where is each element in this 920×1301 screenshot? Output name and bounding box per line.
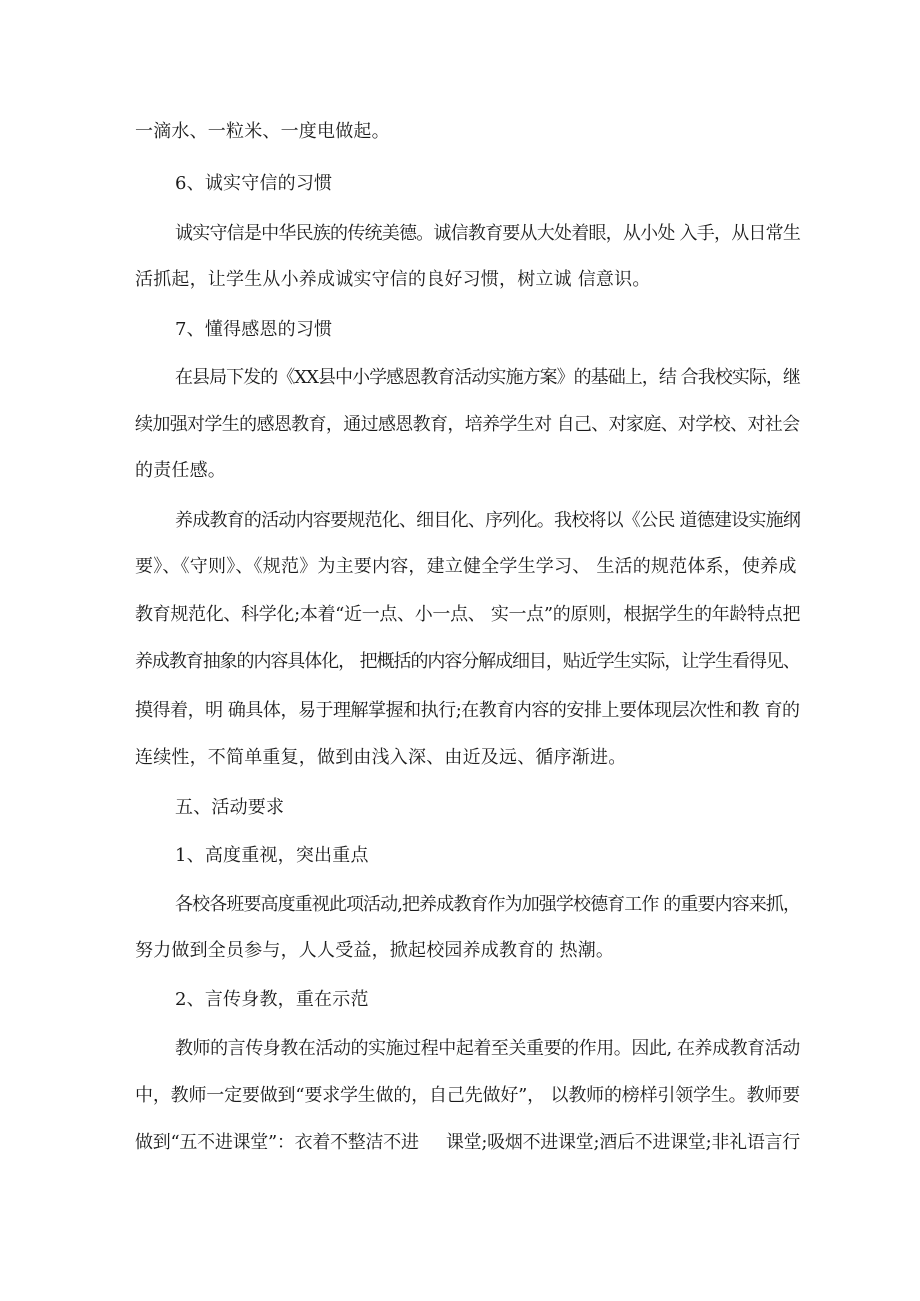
text-line: 续加强对学生的感恩教育，通过感恩教育，培养学生对 自己、对家庭、对学校、对社会	[135, 414, 800, 435]
section-heading: 五、活动要求	[175, 797, 285, 818]
text-line: 各校各班要高度重视此项活动,把养成教育作为加强学校德育工作 的重要内容来抓，	[175, 894, 801, 915]
text-line: 摸得着，明 确具体，易于理解掌握和执行;在教育内容的安排上要体现层次性和教 育的	[135, 700, 800, 721]
subsection-heading: 1、高度重视，突出重点	[175, 845, 369, 866]
text-line: 连续性，不简单重复，做到由浅入深、由近及远、循序渐进。	[135, 747, 627, 768]
text-line: 诚实守信是中华民族的传统美德。诚信教育要从大处着眼，从小处 入手，从日常生	[175, 223, 801, 244]
text-line: 努力做到全员参与，人人受益，掀起校园养成教育的 热潮。	[135, 940, 615, 961]
text-line: 做到“五不进课堂”：衣着不整洁不进 课堂;吸烟不进课堂;酒后不进课堂;非礼语言行	[135, 1132, 801, 1153]
subsection-heading: 2、言传身教，重在示范	[175, 989, 369, 1010]
section-heading: 6、诚实守信的习惯	[175, 173, 333, 194]
text-line: 教师的言传身教在活动的实施过程中起着至关重要的作用。因此, 在养成教育活动	[175, 1038, 800, 1059]
text-line: 养成教育的活动内容要规范化、细目化、序列化。我校将以《公民 道德建设实施纲	[175, 510, 801, 531]
text-line: 中，教师一定要做到“要求学生做的，自己先做好”， 以教师的榜样引领学生。教师要	[135, 1085, 800, 1106]
text-line: 的责任感。	[135, 460, 226, 481]
text-line: 活抓起，让学生从小养成诚实守信的良好习惯，树立诚 信意识。	[135, 269, 651, 290]
section-heading: 7、懂得感恩的习惯	[175, 319, 333, 340]
text-line: 要》、《守则》、《规范》为主要内容，建立健全学生学习、 生活的规范体系，使养成	[135, 556, 797, 577]
text-line: 在县局下发的《XX县中小学感恩教育活动实施方案》的基础上，结 合我校实际，继	[175, 367, 800, 388]
text-line: 教育规范化、科学化;本着“近一点、小一点、 实一点”的原则，根据学生的年龄特点把	[135, 604, 801, 625]
text-line: 一滴水、一粒米、一度电做起。	[135, 121, 390, 142]
text-line: 养成教育抽象的内容具体化， 把概括的内容分解成细目，贴近学生实际，让学生看得见、	[135, 651, 800, 672]
